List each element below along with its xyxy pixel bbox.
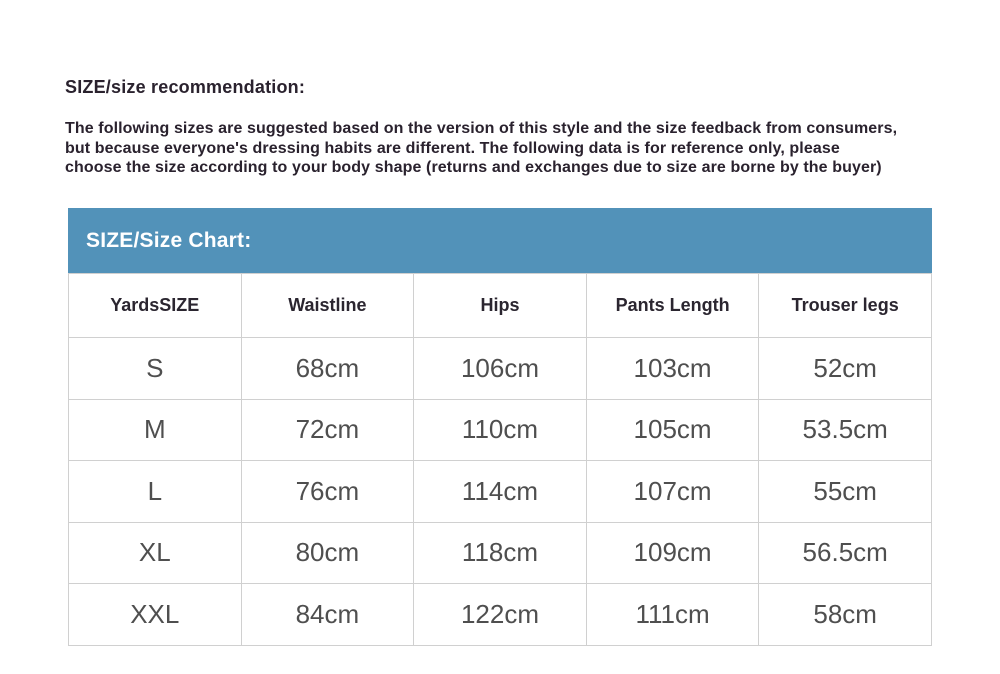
- description-line: The following sizes are suggested based on the version of this style and the size feedback from consumers,: [65, 120, 898, 137]
- table-row-s: [69, 338, 932, 400]
- measurement-cell: 111cm: [586, 584, 759, 646]
- measurement-cell: 118cm: [414, 522, 587, 584]
- measurement-cell: 52cm: [759, 338, 932, 400]
- measurement-cell: 109cm: [586, 522, 759, 584]
- column-header-pants-length: Pants Length: [586, 274, 759, 338]
- size-table-header: [69, 274, 932, 338]
- description-line: but because everyone's dressing habits are different. The following data is for reference only, please: [65, 139, 840, 157]
- size-cell: S: [69, 338, 242, 400]
- measurement-cell: 56.5cm: [759, 522, 932, 584]
- table-row-xxl: [69, 584, 932, 646]
- measurement-cell: 107cm: [586, 461, 759, 523]
- size-recommendation-text: [65, 119, 955, 178]
- column-header-trouser-legs: Trouser legs: [759, 274, 932, 338]
- header-row: [69, 274, 932, 338]
- measurement-cell: 58cm: [759, 584, 932, 646]
- measurement-cell: 105cm: [586, 399, 759, 461]
- size-cell: XXL: [69, 584, 242, 646]
- size-cell: M: [69, 399, 242, 461]
- column-header-waistline: Waistline: [241, 274, 414, 338]
- measurement-cell: 68cm: [241, 338, 414, 400]
- table-row-xl: [69, 522, 932, 584]
- column-header-size: YardsSIZE: [69, 274, 242, 338]
- measurement-cell: 84cm: [241, 584, 414, 646]
- measurement-cell: 53.5cm: [759, 399, 932, 461]
- size-table-body: [69, 338, 932, 646]
- table-row-l: [69, 461, 932, 523]
- measurement-cell: 110cm: [414, 399, 587, 461]
- measurement-cell: 114cm: [414, 461, 587, 523]
- measurement-cell: 55cm: [759, 461, 932, 523]
- size-chart: [68, 208, 932, 646]
- measurement-cell: 76cm: [241, 461, 414, 523]
- size-cell: XL: [69, 522, 242, 584]
- table-row-m: [69, 399, 932, 461]
- measurement-cell: 122cm: [414, 584, 587, 646]
- page-title: SIZE/size recommendation:: [65, 77, 306, 97]
- measurement-cell: 103cm: [586, 338, 759, 400]
- measurement-cell: 80cm: [241, 522, 414, 584]
- column-header-hips: Hips: [414, 274, 587, 338]
- size-cell: L: [69, 461, 242, 523]
- size-table: [68, 273, 932, 646]
- description-line: choose the size according to your body shape (returns and exchanges due to size are borne by the buyer): [65, 159, 882, 176]
- size-chart-title-bar: SIZE/Size Chart:: [68, 208, 932, 273]
- measurement-cell: 72cm: [241, 399, 414, 461]
- measurement-cell: 106cm: [414, 338, 587, 400]
